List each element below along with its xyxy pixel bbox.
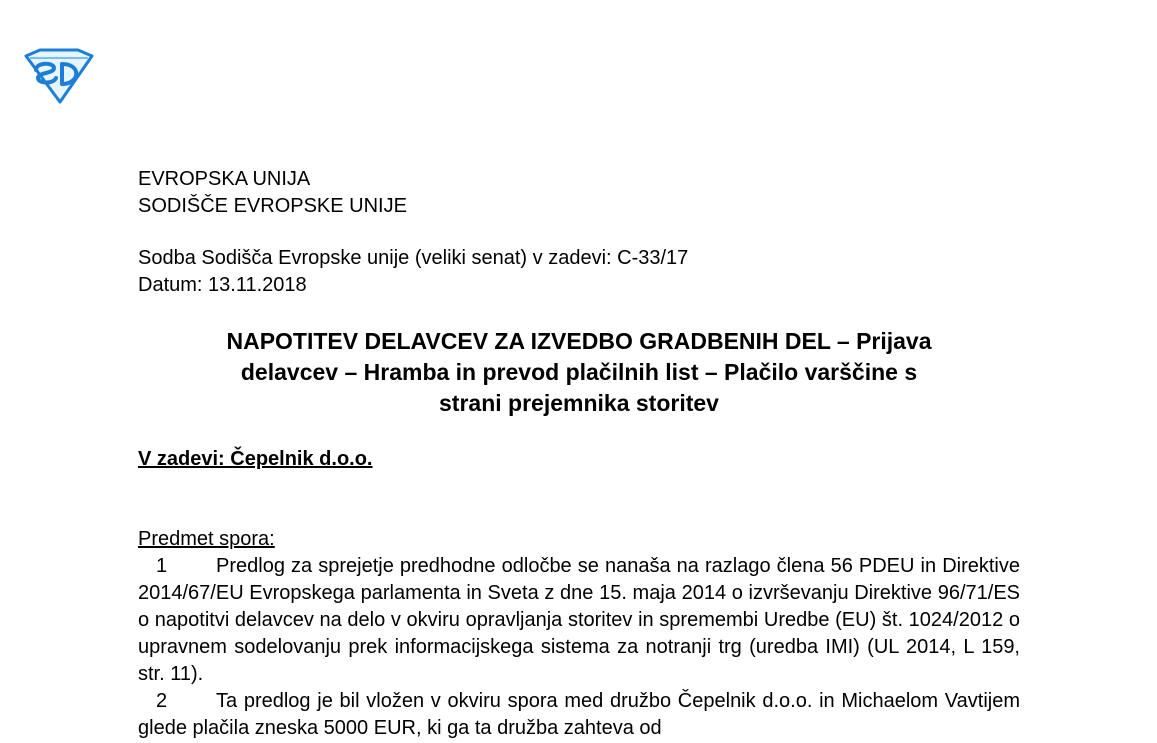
paragraph-text: Ta predlog je bil vložen v okviru spora med družbo Čepelnik d.o.o. in Michaelom Vavtijem glede plačila zneska 5000 EUR, ki ga ta družba zahteva od [138,690,1020,739]
court-name: SODIŠČE EVROPSKE UNIJE [138,195,407,217]
title-line: strani prejemnika storitev [439,390,719,416]
case-reference: Sodba Sodišča Evropske unije (veliki senat) v zadevi: C-33/17 [138,247,689,269]
subject-heading: Predmet spora: [138,528,275,550]
paragraph-number: 1 [156,555,168,577]
title-line: NAPOTITEV DELAVCEV ZA IZVEDBO GRADBENIH DEL – Prijava [226,328,932,354]
title-line: delavcev – Hramba in prevod plačilnih list – Plačilo varščine s [240,359,918,385]
case-info [138,245,688,299]
paragraph-number: 2 [156,690,168,712]
institution-name: EVROPSKA UNIJA [138,168,311,190]
case-date: Datum: 13.11.2018 [138,274,307,296]
document-title [138,326,1020,419]
paragraph-text: Predlog za sprejetje predhodne odločbe se nanaša na razlago člena 56 PDEU in Direktive 2014/67/EU Evropskega parlamenta in Sveta z dne 15. maja 2014 o izvrševanju Direktive 96/71/ES o napotitvi delavcev na delo v okviru opravljanja storitev in spremembi Uredbe (EU) št. 1024/2012 o upravnem sodelovanju prek informacijskega sistema za notranji trg (uredba IMI) (UL 2014, L 159, str. 11). [138,555,1020,685]
party-name: V zadevi: Čepelnik d.o.o. [138,448,373,470]
court-header [138,166,407,220]
court-logo-icon [22,48,96,104]
paragraph [138,553,1020,688]
paragraph [138,688,1020,742]
